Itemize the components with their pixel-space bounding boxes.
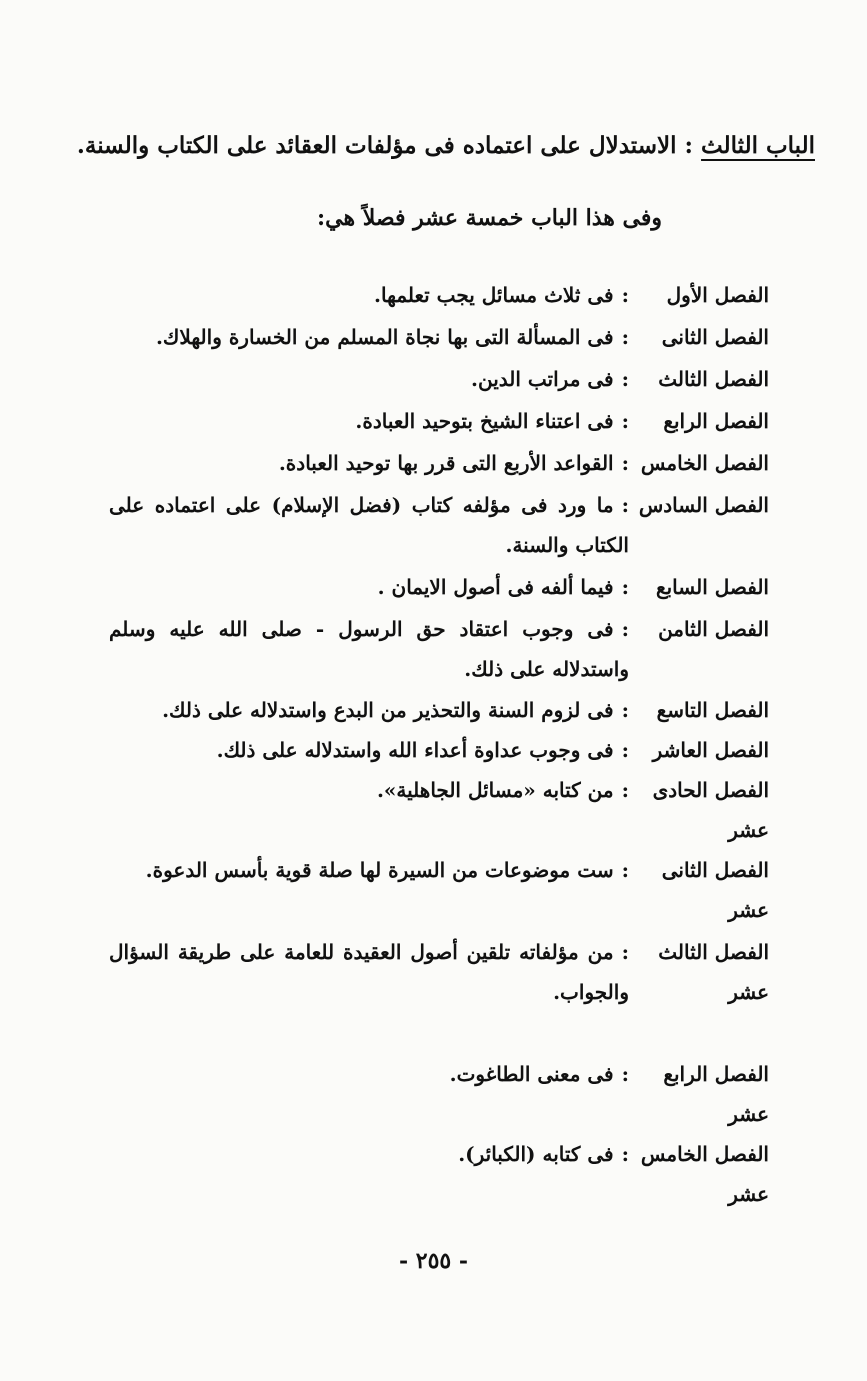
chapter-description: : من كتابه «مسائل الجاهلية». (109, 770, 629, 810)
chapter-name: الفصل التاسع (656, 698, 769, 722)
chapter-entry (109, 317, 769, 357)
chapter-description: : القواعد الأربع التى قرر بها توحيد العبادة. (109, 443, 629, 483)
chapter-description: : فى لزوم السنة والتحذير من البدع واستدلاله على ذلك. (109, 690, 629, 730)
chapter-entry (109, 1054, 769, 1126)
chapter-entry (109, 1134, 769, 1206)
chapter-name: الفصل الخامس (640, 1142, 769, 1166)
chapter-description: : فى مراتب الدين. (109, 359, 629, 399)
chapter-entry (109, 690, 769, 730)
chapter-entry (109, 567, 769, 607)
intro-line: وفى هذا الباب خمسة عشر فصلاً هي: (317, 205, 662, 231)
chapter-entry (109, 443, 769, 483)
chapter-entry (109, 359, 769, 399)
chapter-name-suffix: عشر (728, 818, 769, 842)
chapter-name: الفصل السابع (655, 575, 769, 599)
chapter-entry (109, 770, 769, 842)
chapter-entry (109, 401, 769, 441)
chapter-description: : فى كتابه (الكبائر). (109, 1134, 629, 1174)
chapter-name: الفصل السادس (638, 493, 769, 517)
chapter-description: : فيما ألفه فى أصول الايمان . (109, 567, 629, 607)
chapter-name: الفصل الثالث (658, 940, 769, 964)
chapter-name: الفصل الحادى (652, 778, 769, 802)
chapter-name: الفصل الأول (666, 283, 769, 307)
chapter-description: : فى اعتناء الشيخ بتوحيد العبادة. (109, 401, 629, 441)
chapter-name: الفصل الثانى (661, 858, 769, 882)
chapter-description: : من مؤلفاته تلقين أصول العقيدة للعامة على طريقة السؤال والجواب. (109, 932, 629, 1012)
chapter-name-suffix: عشر (728, 980, 769, 1004)
chapter-name-suffix: عشر (728, 1102, 769, 1126)
chapter-name: الفصل الثانى (661, 325, 769, 349)
chapter-name: الفصل الرابع (663, 1062, 769, 1086)
chapter-name-suffix: عشر (728, 1182, 769, 1206)
chapter-description: : فى ثلاث مسائل يجب تعلمها. (109, 275, 629, 315)
chapter-description: : ما ورد فى مؤلفه كتاب (فضل الإسلام) على اعتماده على الكتاب والسنة. (109, 485, 629, 565)
chapter-entry (109, 275, 769, 315)
chapter-name: الفصل الثالث (658, 367, 769, 391)
chapter-description: : فى وجوب عداوة أعداء الله واستدلاله على ذلك. (109, 730, 629, 770)
chapter-entry (109, 932, 769, 1012)
chapter-name: الفصل الخامس (640, 451, 769, 475)
section-colon: : (676, 132, 694, 159)
chapter-entry (109, 850, 769, 922)
chapter-entry (109, 485, 769, 565)
section-title: الاستدلال على اعتماده فى مؤلفات العقائد على الكتاب والسنة. (76, 132, 677, 159)
chapter-description: : فى معنى الطاغوت. (109, 1054, 629, 1094)
chapter-description: : فى وجوب اعتقاد حق الرسول - صلى الله عليه وسلم واستدلاله على ذلك. (109, 609, 629, 689)
section-label: الباب الثالث (701, 132, 815, 159)
chapter-description: : ست موضوعات من السيرة لها صلة قوية بأسس الدعوة. (109, 850, 629, 890)
chapter-entry (109, 609, 769, 689)
chapter-name-suffix: عشر (728, 898, 769, 922)
chapter-entry (109, 730, 769, 770)
chapter-name: الفصل الرابع (663, 409, 769, 433)
page-number: - ٢٥٥ - (398, 1248, 469, 1274)
section-heading (76, 132, 815, 159)
chapter-name: الفصل العاشر (652, 738, 769, 762)
chapter-description: : فى المسألة التى بها نجاة المسلم من الخسارة والهلاك. (109, 317, 629, 357)
chapter-name: الفصل الثامن (658, 617, 769, 641)
